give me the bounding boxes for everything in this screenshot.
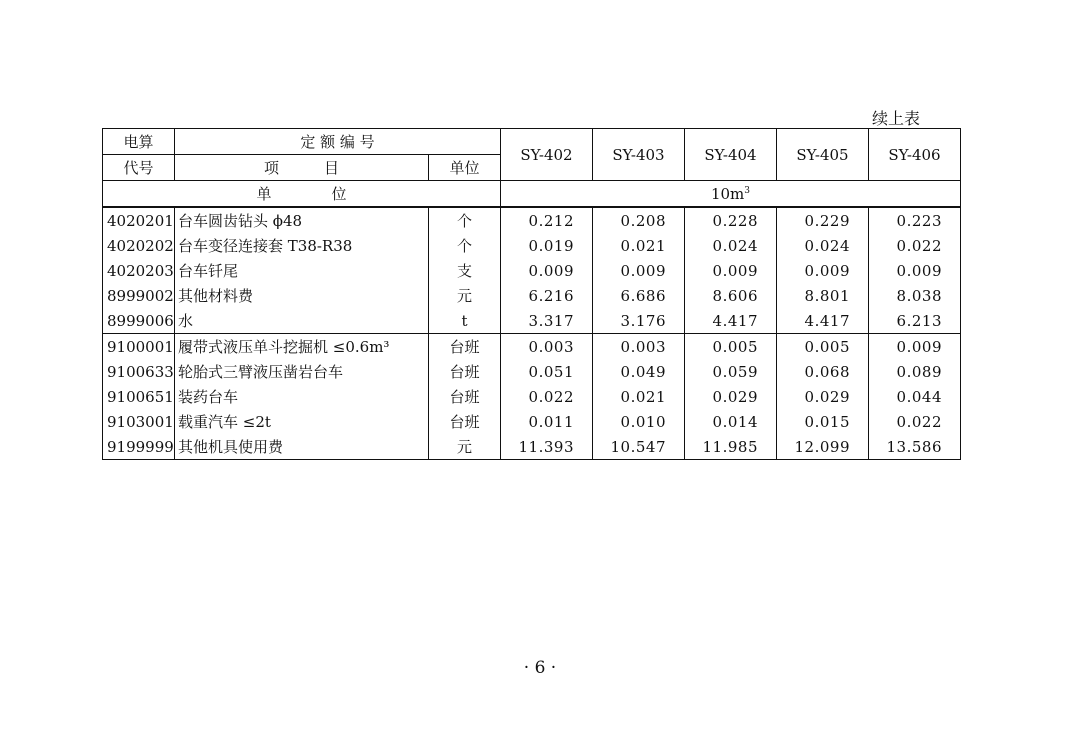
row-code: 4020201 [103,207,175,233]
row-value-sy-404: 0.005 [685,334,777,360]
table-row [103,409,961,434]
row-value-sy-404: 0.059 [685,359,777,384]
row-value-sy-404: 0.014 [685,409,777,434]
row-value-sy-402: 0.019 [501,233,593,258]
row-unit: 台班 [429,334,501,360]
row-item-name: 载重汽车 ≤2t [175,409,429,434]
row-value-sy-405: 0.024 [777,233,869,258]
row-unit: 元 [429,283,501,308]
table-row [103,233,961,258]
table-row [103,334,961,360]
column-header-1: SY-403 [593,129,685,181]
row-value-sy-405: 0.005 [777,334,869,360]
row-unit: t [429,308,501,334]
row-value-sy-405: 0.029 [777,384,869,409]
row-item-name: 水 [175,308,429,334]
row-item-name: 其他材料费 [175,283,429,308]
row-item-name: 履带式液压单斗挖掘机 ≤0.6m³ [175,334,429,360]
row-unit: 台班 [429,384,501,409]
row-value-sy-402: 0.011 [501,409,593,434]
row-value-sy-406: 0.044 [869,384,961,409]
row-value-sy-405: 0.229 [777,207,869,233]
row-value-sy-403: 0.049 [593,359,685,384]
quota-table [102,128,961,460]
unit-row [103,181,961,208]
page-number: · 6 · [523,658,557,678]
row-value-sy-406: 0.089 [869,359,961,384]
row-value-sy-403: 3.176 [593,308,685,334]
column-header-4: SY-406 [869,129,961,181]
table-row [103,283,961,308]
row-item-name: 台车变径连接套 T38-R38 [175,233,429,258]
row-code: 9100651 [103,384,175,409]
header-row-top [103,129,961,155]
row-value-sy-403: 0.009 [593,258,685,283]
row-value-sy-403: 6.686 [593,283,685,308]
row-value-sy-404: 11.985 [685,434,777,460]
row-code: 4020202 [103,233,175,258]
row-value-sy-406: 0.022 [869,233,961,258]
row-value-sy-403: 0.208 [593,207,685,233]
row-value-sy-404: 0.029 [685,384,777,409]
row-item-name: 轮胎式三臂液压凿岩台车 [175,359,429,384]
code-header-line1: 电算 [103,129,175,155]
quota-number-header: 定 额 编 号 [175,129,501,155]
row-value-sy-402: 0.003 [501,334,593,360]
row-value-sy-402: 0.009 [501,258,593,283]
code-header-line2: 代号 [103,155,175,181]
row-value-sy-406: 0.223 [869,207,961,233]
table-row [103,434,961,460]
row-value-sy-406: 6.213 [869,308,961,334]
table-row [103,258,961,283]
table-row [103,308,961,334]
row-code: 4020203 [103,258,175,283]
table-row [103,359,961,384]
row-value-sy-402: 0.212 [501,207,593,233]
row-value-sy-406: 13.586 [869,434,961,460]
row-value-sy-403: 0.003 [593,334,685,360]
column-header-0: SY-402 [501,129,593,181]
row-value-sy-405: 12.099 [777,434,869,460]
row-value-sy-406: 0.009 [869,334,961,360]
row-value-sy-405: 8.801 [777,283,869,308]
row-item-name: 台车钎尾 [175,258,429,283]
table-row [103,207,961,233]
row-value-sy-402: 0.022 [501,384,593,409]
row-value-sy-405: 4.417 [777,308,869,334]
row-value-sy-404: 0.024 [685,233,777,258]
row-code: 9103001 [103,409,175,434]
row-value-sy-405: 0.068 [777,359,869,384]
row-value-sy-405: 0.009 [777,258,869,283]
column-header-3: SY-405 [777,129,869,181]
row-value-sy-406: 0.009 [869,258,961,283]
row-value-sy-403: 0.021 [593,384,685,409]
row-unit: 台班 [429,359,501,384]
row-value-sy-404: 4.417 [685,308,777,334]
row-code: 9199999 [103,434,175,460]
row-value-sy-402: 11.393 [501,434,593,460]
unit-row-value: $10m^3$ [501,181,961,208]
row-code: 8999002 [103,283,175,308]
row-value-sy-403: 10.547 [593,434,685,460]
row-code: 9100633 [103,359,175,384]
row-value-sy-403: 0.010 [593,409,685,434]
row-value-sy-402: 3.317 [501,308,593,334]
row-item-name: 装药台车 [175,384,429,409]
item-header: 项 目 [175,155,429,181]
row-value-sy-402: 6.216 [501,283,593,308]
row-value-sy-406: 8.038 [869,283,961,308]
row-value-sy-403: 0.021 [593,233,685,258]
row-value-sy-405: 0.015 [777,409,869,434]
table-row [103,384,961,409]
unit-header: 单位 [429,155,501,181]
row-unit: 个 [429,233,501,258]
row-unit: 元 [429,434,501,460]
unit-row-label: 单 位 [103,181,501,208]
row-item-name: 台车圆齿钻头 ϕ48 [175,207,429,233]
row-unit: 支 [429,258,501,283]
row-value-sy-402: 0.051 [501,359,593,384]
row-value-sy-404: 8.606 [685,283,777,308]
row-code: 8999006 [103,308,175,334]
row-value-sy-404: 0.228 [685,207,777,233]
continued-from-previous-label: 续上表 [872,109,921,128]
row-value-sy-406: 0.022 [869,409,961,434]
column-header-2: SY-404 [685,129,777,181]
row-unit: 台班 [429,409,501,434]
row-code: 9100001 [103,334,175,360]
row-unit: 个 [429,207,501,233]
row-value-sy-404: 0.009 [685,258,777,283]
row-item-name: 其他机具使用费 [175,434,429,460]
